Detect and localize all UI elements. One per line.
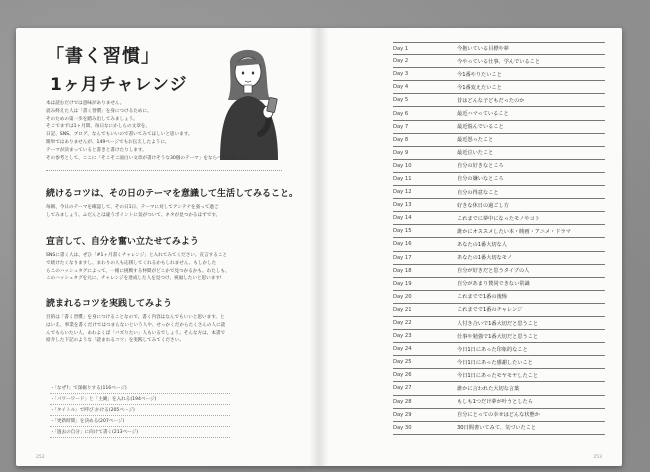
intro-line: 本は読むだけでは意味がありません。 xyxy=(46,101,125,106)
day-label: Day 29 xyxy=(393,411,412,418)
body-line: んでもらいたい人、あわよくば「バズりたい」人もいるでしょう。そんな方は、本書で xyxy=(46,330,226,336)
section-heading-1: 続けるコツは、その日のテーマを意識して生活してみること。 xyxy=(46,189,299,199)
day-label: Day 25 xyxy=(393,359,412,366)
table-row xyxy=(393,147,605,160)
day-label: Day 5 xyxy=(393,97,409,104)
tip-item: ・「なぜ?」で深掘りする(116ページ) xyxy=(50,383,230,394)
day-theme: 今日1日にあったモヤモヤしたこと xyxy=(457,372,539,379)
day-label: Day 3 xyxy=(393,71,409,78)
day-theme: 昔はどんな子どもだったのか xyxy=(457,97,525,104)
intro-text xyxy=(46,100,286,162)
book-spread xyxy=(16,28,622,466)
day-theme: 誰かにオススメしたい本・映画・アニメ・ドラマ xyxy=(457,228,571,235)
day-theme: 仕事や勉強で1番大切だと思うこと xyxy=(457,333,539,340)
tip-item: ・「タイトル」で呼び かける(205ページ) xyxy=(50,405,230,416)
body-line: このハッシュタグを元に、チャレンジを達成した人を見つけ、祝福したいと思います! xyxy=(46,276,222,282)
intro-line: 日記、SNS、ブログ、なんでもいいので書いてみてほしいと思います。 xyxy=(46,132,193,138)
section-heading-2: 宣言して、自分を奮い立たせてみよう xyxy=(46,237,199,247)
table-row xyxy=(393,212,605,225)
day-label: Day 10 xyxy=(393,162,412,169)
body-line: で続けたくなりますし、まわりの人も応援してくれるかもしれません。もしかした xyxy=(46,260,217,266)
table-row xyxy=(393,291,605,304)
day-theme: これまでで1番の後悔 xyxy=(457,294,507,301)
tip-item: ・「更新時間」を決める(207ページ) xyxy=(50,416,230,427)
day-label: Day 21 xyxy=(393,306,412,313)
table-row xyxy=(393,107,605,120)
day-theme: 人付き合いで1番大切だと思うこと xyxy=(457,320,539,327)
intro-line: 簡単ではありませんが、149ページでもお伝えしたように、 xyxy=(46,139,170,145)
section-body-1 xyxy=(46,204,286,220)
table-row xyxy=(393,422,605,435)
day-theme: 誰かに言われた大切な言葉 xyxy=(457,385,520,392)
day-theme: 今日1日にあった感謝したいこと xyxy=(457,359,533,366)
table-row xyxy=(393,356,605,369)
day-label: Day 11 xyxy=(393,175,412,182)
title-line-2: 1ヶ月チャレンジ xyxy=(50,75,188,95)
day-label: Day 14 xyxy=(393,215,412,222)
day-theme: 自分の得意なこと xyxy=(457,189,499,196)
day-label: Day 18 xyxy=(393,267,412,274)
table-row xyxy=(393,343,605,356)
left-page xyxy=(16,28,319,466)
day-theme: 最近ハマっていること xyxy=(457,111,509,118)
section-body-3 xyxy=(46,314,286,345)
intro-line: そのための第一歩を踏み出してみましょう。 xyxy=(46,116,138,122)
tip-item: ・「パワーワード」と「主観」を入れる(194ページ) xyxy=(50,394,230,405)
day-label: Day 23 xyxy=(393,333,412,340)
table-row xyxy=(393,382,605,395)
day-theme: 自分が好きだと思うタイプの人 xyxy=(457,268,530,275)
day-theme: 今1番やりたいこと xyxy=(457,71,502,78)
table-row xyxy=(393,330,605,343)
body-line: 目的は「書く習慣」を身につけることなので、書く内容はなんでもいいと思います。と xyxy=(46,315,225,320)
day-label: Day 17 xyxy=(393,254,412,261)
day-label: Day 20 xyxy=(393,293,412,300)
body-line: 毎朝、今日のテーマを確認して、その日1日、テーマに対してアンテナを張って過ご xyxy=(46,205,219,210)
day-theme: これまでに夢中になったモノやコト xyxy=(457,215,540,222)
day-theme: あなたの1番大切なモノ xyxy=(457,255,513,262)
day-label: Day 16 xyxy=(393,241,412,248)
day-label: Day 7 xyxy=(393,123,409,130)
day-theme: 今やっている仕事、学んでいること xyxy=(457,58,541,65)
table-row xyxy=(393,396,605,409)
day-label: Day 28 xyxy=(393,398,412,405)
intro-line: そこでまずは1ヶ月間、毎日なにかしらの文章を、 xyxy=(46,124,150,130)
section-body-2 xyxy=(46,252,286,283)
table-row xyxy=(393,225,605,238)
dotted-divider xyxy=(46,170,282,171)
title-line-1: 「書く習慣」 xyxy=(46,46,160,67)
day-theme: 最近悩んでいること xyxy=(457,124,504,131)
table-row xyxy=(393,252,605,265)
day-theme: 今日1日にあった印象的なこと xyxy=(457,346,528,353)
day-theme: 30日間書いてみて、気づいたこと xyxy=(457,425,537,432)
table-row xyxy=(393,173,605,186)
table-row xyxy=(393,265,605,278)
body-line: はいえ、事業を書くだけではつまらないという人や、せっかくだからたくさんの人に読 xyxy=(46,322,226,328)
day-label: Day 22 xyxy=(393,320,412,327)
section-heading-3: 読まれるコツを実践してみよう xyxy=(46,299,173,309)
tip-item: ・「過去の自分」に向けて書く(213ページ) xyxy=(50,427,230,438)
day-theme: 最近怒ったこと xyxy=(457,137,494,144)
day-label: Day 9 xyxy=(393,149,409,156)
tips-list xyxy=(50,383,230,438)
table-row xyxy=(393,238,605,251)
day-label: Day 13 xyxy=(393,202,412,209)
day-theme: あなたの1番大切な人 xyxy=(457,241,507,248)
intro-line: テーマが決まっていると書きと書けたりします。 xyxy=(46,147,147,153)
day-label: Day 1 xyxy=(393,45,409,52)
day-theme: 自分の好きなところ xyxy=(457,163,504,170)
day-theme: 自分にとっての幸せはどんな状態か xyxy=(457,412,540,419)
table-row xyxy=(393,42,605,55)
intro-line: その参考として、ここに「そこそこ面白い文章が書けそうな30個のテーマ」をならべてみました。 xyxy=(46,155,250,161)
table-row xyxy=(393,409,605,422)
table-row xyxy=(393,160,605,173)
day-label: Day 6 xyxy=(393,110,409,117)
intro-line: 読み終えた人は「書く習慣」を身につけるために、 xyxy=(46,108,152,114)
day-theme: 今1番変えたいこと xyxy=(457,84,502,91)
day-label: Day 30 xyxy=(393,424,412,431)
day-label: Day 19 xyxy=(393,280,412,287)
body-line: してみましょう。ふだんとは違うポイントに気がついて、ネタが見つかるはずです。 xyxy=(46,212,221,218)
challenge-table xyxy=(393,42,605,435)
table-row xyxy=(393,278,605,291)
table-row xyxy=(393,186,605,199)
body-line: 紹介した下記のような「読まれるコツ」を実践してみてください。 xyxy=(46,338,184,344)
body-line: らこのハッシュタグによって、一緒に挑戦する仲間がどこかで見つかるかも。わたしも、 xyxy=(46,268,230,274)
table-row xyxy=(393,68,605,81)
day-theme: 最近泣いたこと xyxy=(457,150,494,157)
day-label: Day 27 xyxy=(393,385,412,392)
day-label: Day 4 xyxy=(393,84,409,91)
body-line: SNSに書く人は、ぜひ「#1ヶ月書くチャレンジ」と入れてみてください。宣言すること xyxy=(46,253,228,258)
day-theme: 自分の嫌いなところ xyxy=(457,176,504,183)
table-row xyxy=(393,317,605,330)
table-row xyxy=(393,199,605,212)
table-row xyxy=(393,134,605,147)
day-label: Day 2 xyxy=(393,58,409,65)
day-theme: 好きな休日の過ごし方 xyxy=(457,202,509,209)
day-theme: 自分があまり賛同できない常識 xyxy=(457,281,530,288)
day-label: Day 12 xyxy=(393,189,412,196)
day-label: Day 26 xyxy=(393,372,412,379)
day-theme: 今抱いている目標や夢 xyxy=(457,46,509,53)
table-row xyxy=(393,121,605,134)
day-theme: もしも1つだけ夢が叶うとしたら xyxy=(457,399,533,406)
day-label: Day 8 xyxy=(393,136,409,143)
table-row xyxy=(393,369,605,382)
table-row xyxy=(393,81,605,94)
day-label: Day 24 xyxy=(393,346,412,353)
table-row xyxy=(393,304,605,317)
table-row xyxy=(393,55,605,68)
table-row xyxy=(393,94,605,107)
book-gutter xyxy=(309,28,329,466)
page-number-left: 252 xyxy=(36,455,45,460)
day-theme: これまでで1番のチャレンジ xyxy=(457,307,523,314)
page-number-right: 253 xyxy=(593,455,602,460)
day-label: Day 15 xyxy=(393,228,412,235)
right-page xyxy=(319,28,622,466)
